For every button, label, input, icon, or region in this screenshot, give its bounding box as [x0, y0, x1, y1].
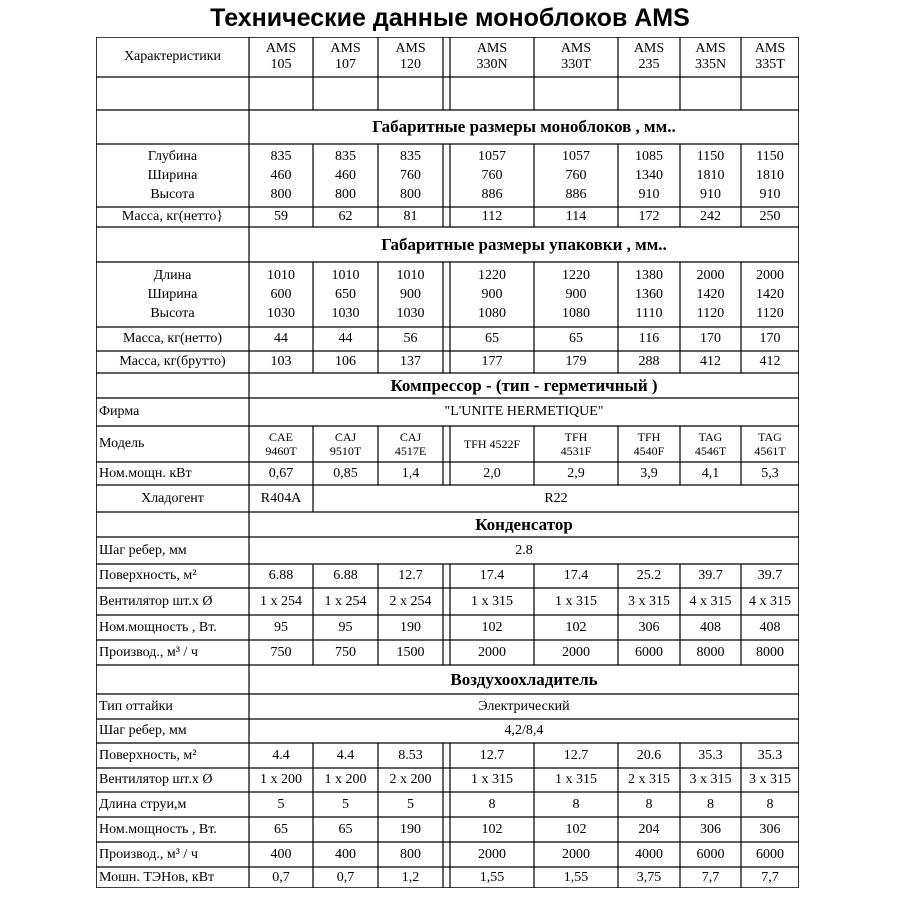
- table-cell: 3,9: [640, 465, 658, 481]
- row-label: Тип оттайки: [99, 698, 173, 714]
- table-cell: 190: [400, 619, 421, 635]
- table-cell: 177: [481, 354, 503, 369]
- row-label: Длина Ширина Высота: [147, 268, 198, 321]
- table-cell: 204: [638, 821, 660, 837]
- table-cell: TAG 4561T: [754, 430, 786, 458]
- row-label: Мошн. ТЭНов, кВт: [99, 869, 215, 885]
- table-cell: 2 x 254: [389, 593, 432, 609]
- table-cell: 172: [638, 209, 660, 224]
- row-label: Производ., м³ / ч: [99, 846, 198, 862]
- table-cell: TFH 4522F: [463, 437, 521, 451]
- row-label: Масса, кг(нетто}: [121, 209, 224, 224]
- table-cell: 250: [759, 209, 781, 224]
- row-label: Ном.мощн. кВт: [99, 465, 192, 481]
- table-cell: 5: [342, 796, 349, 812]
- row-label: Поверхность, м²: [99, 568, 197, 583]
- table-cell: 12.7: [563, 747, 589, 763]
- row-label: Длина струи,м: [99, 796, 187, 812]
- table-cell: 8000: [696, 644, 725, 660]
- row-label: Хладогент: [141, 490, 204, 506]
- table-cell: 2000: [478, 846, 506, 862]
- table-cell: 4,1: [701, 465, 720, 481]
- table-cell: 6000: [696, 846, 725, 862]
- table-cell: 137: [400, 354, 421, 369]
- table-cell: 2000: [562, 846, 590, 862]
- table-cell: 400: [335, 846, 356, 862]
- table-cell: 800: [400, 846, 421, 862]
- table-cell: 1010 650 1030: [331, 268, 360, 321]
- column-header: AMS 330T: [560, 41, 592, 72]
- table-cell: 17.4: [479, 568, 505, 583]
- table-cell: 95: [338, 619, 353, 635]
- table-cell: 12.7: [398, 568, 423, 583]
- table-cell: 81: [403, 209, 418, 224]
- table-cell: 4000: [635, 846, 663, 862]
- row-label: Вентилятор шт.х Ø: [99, 593, 213, 609]
- table-cell: 95: [274, 619, 288, 635]
- table-cell: 1 x 254: [260, 593, 302, 609]
- table-cell: 288: [638, 354, 660, 369]
- table-cell: 1220 900 1080: [478, 268, 506, 321]
- table-cell: 1 x 315: [471, 593, 513, 609]
- table-cell: 65: [274, 821, 288, 837]
- table-cell: 2.8: [515, 542, 533, 558]
- table-cell: 8.53: [398, 747, 423, 763]
- table-cell: 306: [700, 821, 721, 837]
- table-cell: 750: [270, 644, 292, 660]
- table-cell: 112: [481, 209, 503, 224]
- column-header: AMS 330N: [476, 41, 508, 72]
- table-cell: "L'UNITE HERMETIQUE": [444, 404, 604, 419]
- section-heading: Габаритные размеры моноблоков , мм..: [372, 117, 676, 136]
- table-cell: 102: [481, 619, 503, 635]
- table-cell: 170: [700, 331, 721, 346]
- table-cell: 8: [488, 796, 496, 812]
- table-cell: 12.7: [479, 747, 505, 763]
- table-cell: 2000 1420 1120: [756, 268, 784, 321]
- table-cell: 5: [277, 796, 285, 812]
- table-cell: 35.3: [757, 747, 783, 763]
- row-label: Вентилятор шт.х Ø: [99, 772, 213, 787]
- column-header: AMS 105: [265, 41, 297, 72]
- table-cell: TFH 4540F: [633, 430, 665, 458]
- row-label: Ном.мощность , Вт.: [99, 619, 217, 635]
- table-cell: 0,67: [268, 465, 294, 481]
- table-cell: 1010 600 1030: [267, 268, 295, 321]
- table-cell: 1 x 254: [324, 593, 367, 609]
- table-cell: 2,9: [567, 465, 585, 481]
- row-label: Глубина Ширина Высота: [147, 149, 198, 202]
- table-cell: 1 x 315: [555, 593, 597, 609]
- table-cell: 5: [407, 796, 414, 812]
- table-cell: 59: [274, 209, 288, 224]
- table-cell: 103: [270, 354, 292, 369]
- table-cell: 3,75: [636, 869, 662, 885]
- table-cell: 0,7: [336, 869, 355, 885]
- table-cell: 190: [400, 821, 421, 837]
- column-header: AMS 107: [330, 41, 361, 72]
- table-cell: 1220 900 1080: [562, 268, 590, 321]
- column-header: AMS 335T: [754, 41, 786, 72]
- row-label: Шаг ребер, мм: [99, 542, 187, 558]
- table-cell: 1057 760 886: [562, 149, 590, 202]
- table-cell: 116: [638, 331, 660, 346]
- table-cell: 1500: [396, 644, 425, 660]
- table-cell: 6.88: [268, 568, 294, 583]
- table-cell: 170: [759, 331, 781, 346]
- table-cell: 1,2: [401, 869, 420, 885]
- table-cell: 4.4: [336, 747, 355, 763]
- table-cell: 102: [565, 821, 587, 837]
- table-cell: 2 x 315: [628, 772, 670, 787]
- row-label: Ном.мощность , Вт.: [99, 821, 217, 837]
- table-cell: TFH 4531F: [560, 430, 592, 458]
- table-cell: 114: [565, 209, 587, 224]
- row-label: Шаг ребер, мм: [99, 723, 187, 738]
- table-cell: 750: [335, 644, 356, 660]
- table-cell: 65: [485, 331, 499, 346]
- table-cell: 6000: [756, 846, 784, 862]
- table-cell: 39.7: [698, 568, 723, 583]
- table-cell: 8000: [756, 644, 784, 660]
- table-cell: 0,7: [272, 869, 290, 885]
- table-cell: 102: [565, 619, 587, 635]
- table-cell: CAJ 9510T: [329, 430, 362, 458]
- table-cell: 1 x 315: [555, 772, 597, 787]
- table-cell: 408: [759, 619, 781, 635]
- table-cell: R404A: [260, 490, 302, 506]
- table-cell: 56: [403, 331, 418, 346]
- table-cell: 25.2: [636, 568, 662, 583]
- table-cell: 4,2/8,4: [504, 723, 544, 738]
- table-cell: 400: [270, 846, 292, 862]
- table-cell: 412: [759, 354, 781, 369]
- table-cell: 1380 1360 1110: [635, 268, 663, 321]
- table-cell: 8: [707, 796, 714, 812]
- row-label: Поверхность, м²: [99, 747, 197, 763]
- table-cell: 35.3: [698, 747, 723, 763]
- table-cell: 65: [338, 821, 353, 837]
- table-cell: 7,7: [701, 869, 720, 885]
- table-cell: 3 x 315: [749, 772, 791, 787]
- section-heading: Воздухоохладитель: [450, 669, 598, 689]
- table-cell: 5,3: [761, 465, 779, 481]
- table-cell: 3 x 315: [689, 772, 732, 787]
- table-cell: 1 x 315: [471, 772, 513, 787]
- row-label: Фирма: [99, 404, 140, 419]
- table-cell: 2000: [562, 644, 590, 660]
- page-title: Технические данные моноблоков AMS: [210, 4, 690, 32]
- table-cell: 39.7: [757, 568, 783, 583]
- table-cell: 6.88: [333, 568, 358, 583]
- table-cell: 1,55: [479, 869, 505, 885]
- table-cell: 1,4: [401, 465, 420, 481]
- column-header: AMS 235: [633, 41, 665, 72]
- table-cell: 44: [338, 331, 353, 346]
- table-cell: 8: [572, 796, 580, 812]
- table-cell: 306: [759, 821, 781, 837]
- table-cell: 44: [274, 331, 288, 346]
- table-cell: 1010 900 1030: [396, 268, 425, 321]
- table-cell: 6000: [635, 644, 663, 660]
- table-cell: 2000 1420 1120: [696, 268, 725, 321]
- table-cell: 17.4: [563, 568, 589, 583]
- section-heading: Конденсатор: [475, 514, 573, 534]
- row-label: Модель: [99, 436, 145, 451]
- table-cell: 1150 1810 910: [756, 149, 784, 202]
- row-label: Масса, кг(брутто): [119, 354, 226, 369]
- column-header: AMS 120: [395, 41, 426, 72]
- section-heading: Габаритные размеры упаковки , мм..: [381, 234, 667, 254]
- table-cell: 1085 1340 910: [635, 149, 663, 202]
- table-cell: 106: [335, 354, 356, 369]
- table-cell: 306: [638, 619, 660, 635]
- table-cell: CAJ 4517E: [394, 430, 427, 458]
- table-cell: CAE 9460T: [265, 430, 297, 458]
- table-cell: 1 x 200: [260, 772, 302, 787]
- table-cell: 835 460 800: [335, 149, 356, 202]
- table-cell: 8: [645, 796, 653, 812]
- table-cell: 242: [700, 209, 721, 224]
- table-cell: 2 x 200: [389, 772, 432, 787]
- table-cell: Электрический: [478, 698, 570, 714]
- row-label: Производ., м³ / ч: [99, 644, 198, 660]
- table-cell: 179: [565, 354, 587, 369]
- table-cell: 412: [700, 354, 721, 369]
- table-cell: 1150 1810 910: [696, 149, 725, 202]
- table-cell: 408: [700, 619, 721, 635]
- table-cell: 4 x 315: [749, 593, 791, 609]
- table-cell: 1,55: [563, 869, 589, 885]
- table-cell: 835 460 800: [270, 149, 292, 202]
- table-cell: 8: [766, 796, 774, 812]
- table-cell: 2,0: [483, 465, 501, 481]
- table-cell: 3 x 315: [628, 593, 670, 609]
- table-cell: 102: [481, 821, 503, 837]
- table-cell: 0,85: [333, 465, 358, 481]
- table-cell: R22: [544, 490, 568, 506]
- table-cell: 7,7: [761, 869, 779, 885]
- table-cell: 835 760 800: [400, 149, 421, 202]
- row-label: Масса, кг(нетто): [122, 331, 223, 346]
- section-heading: Компрессор - (тип - герметичный ): [390, 375, 658, 395]
- table-cell: 62: [338, 209, 353, 224]
- table-cell: TAG 4546T: [694, 430, 727, 458]
- specs-table: [96, 37, 799, 888]
- column-header: AMS 335N: [694, 41, 727, 72]
- header-label: Характеристики: [123, 49, 222, 64]
- table-cell: 1 x 200: [324, 772, 367, 787]
- table-cell: 1057 760 886: [478, 149, 506, 202]
- table-cell: 4.4: [272, 747, 290, 763]
- table-cell: 20.6: [636, 747, 662, 763]
- table-cell: 65: [569, 331, 583, 346]
- table-cell: 4 x 315: [689, 593, 732, 609]
- table-cell: 2000: [478, 644, 506, 660]
